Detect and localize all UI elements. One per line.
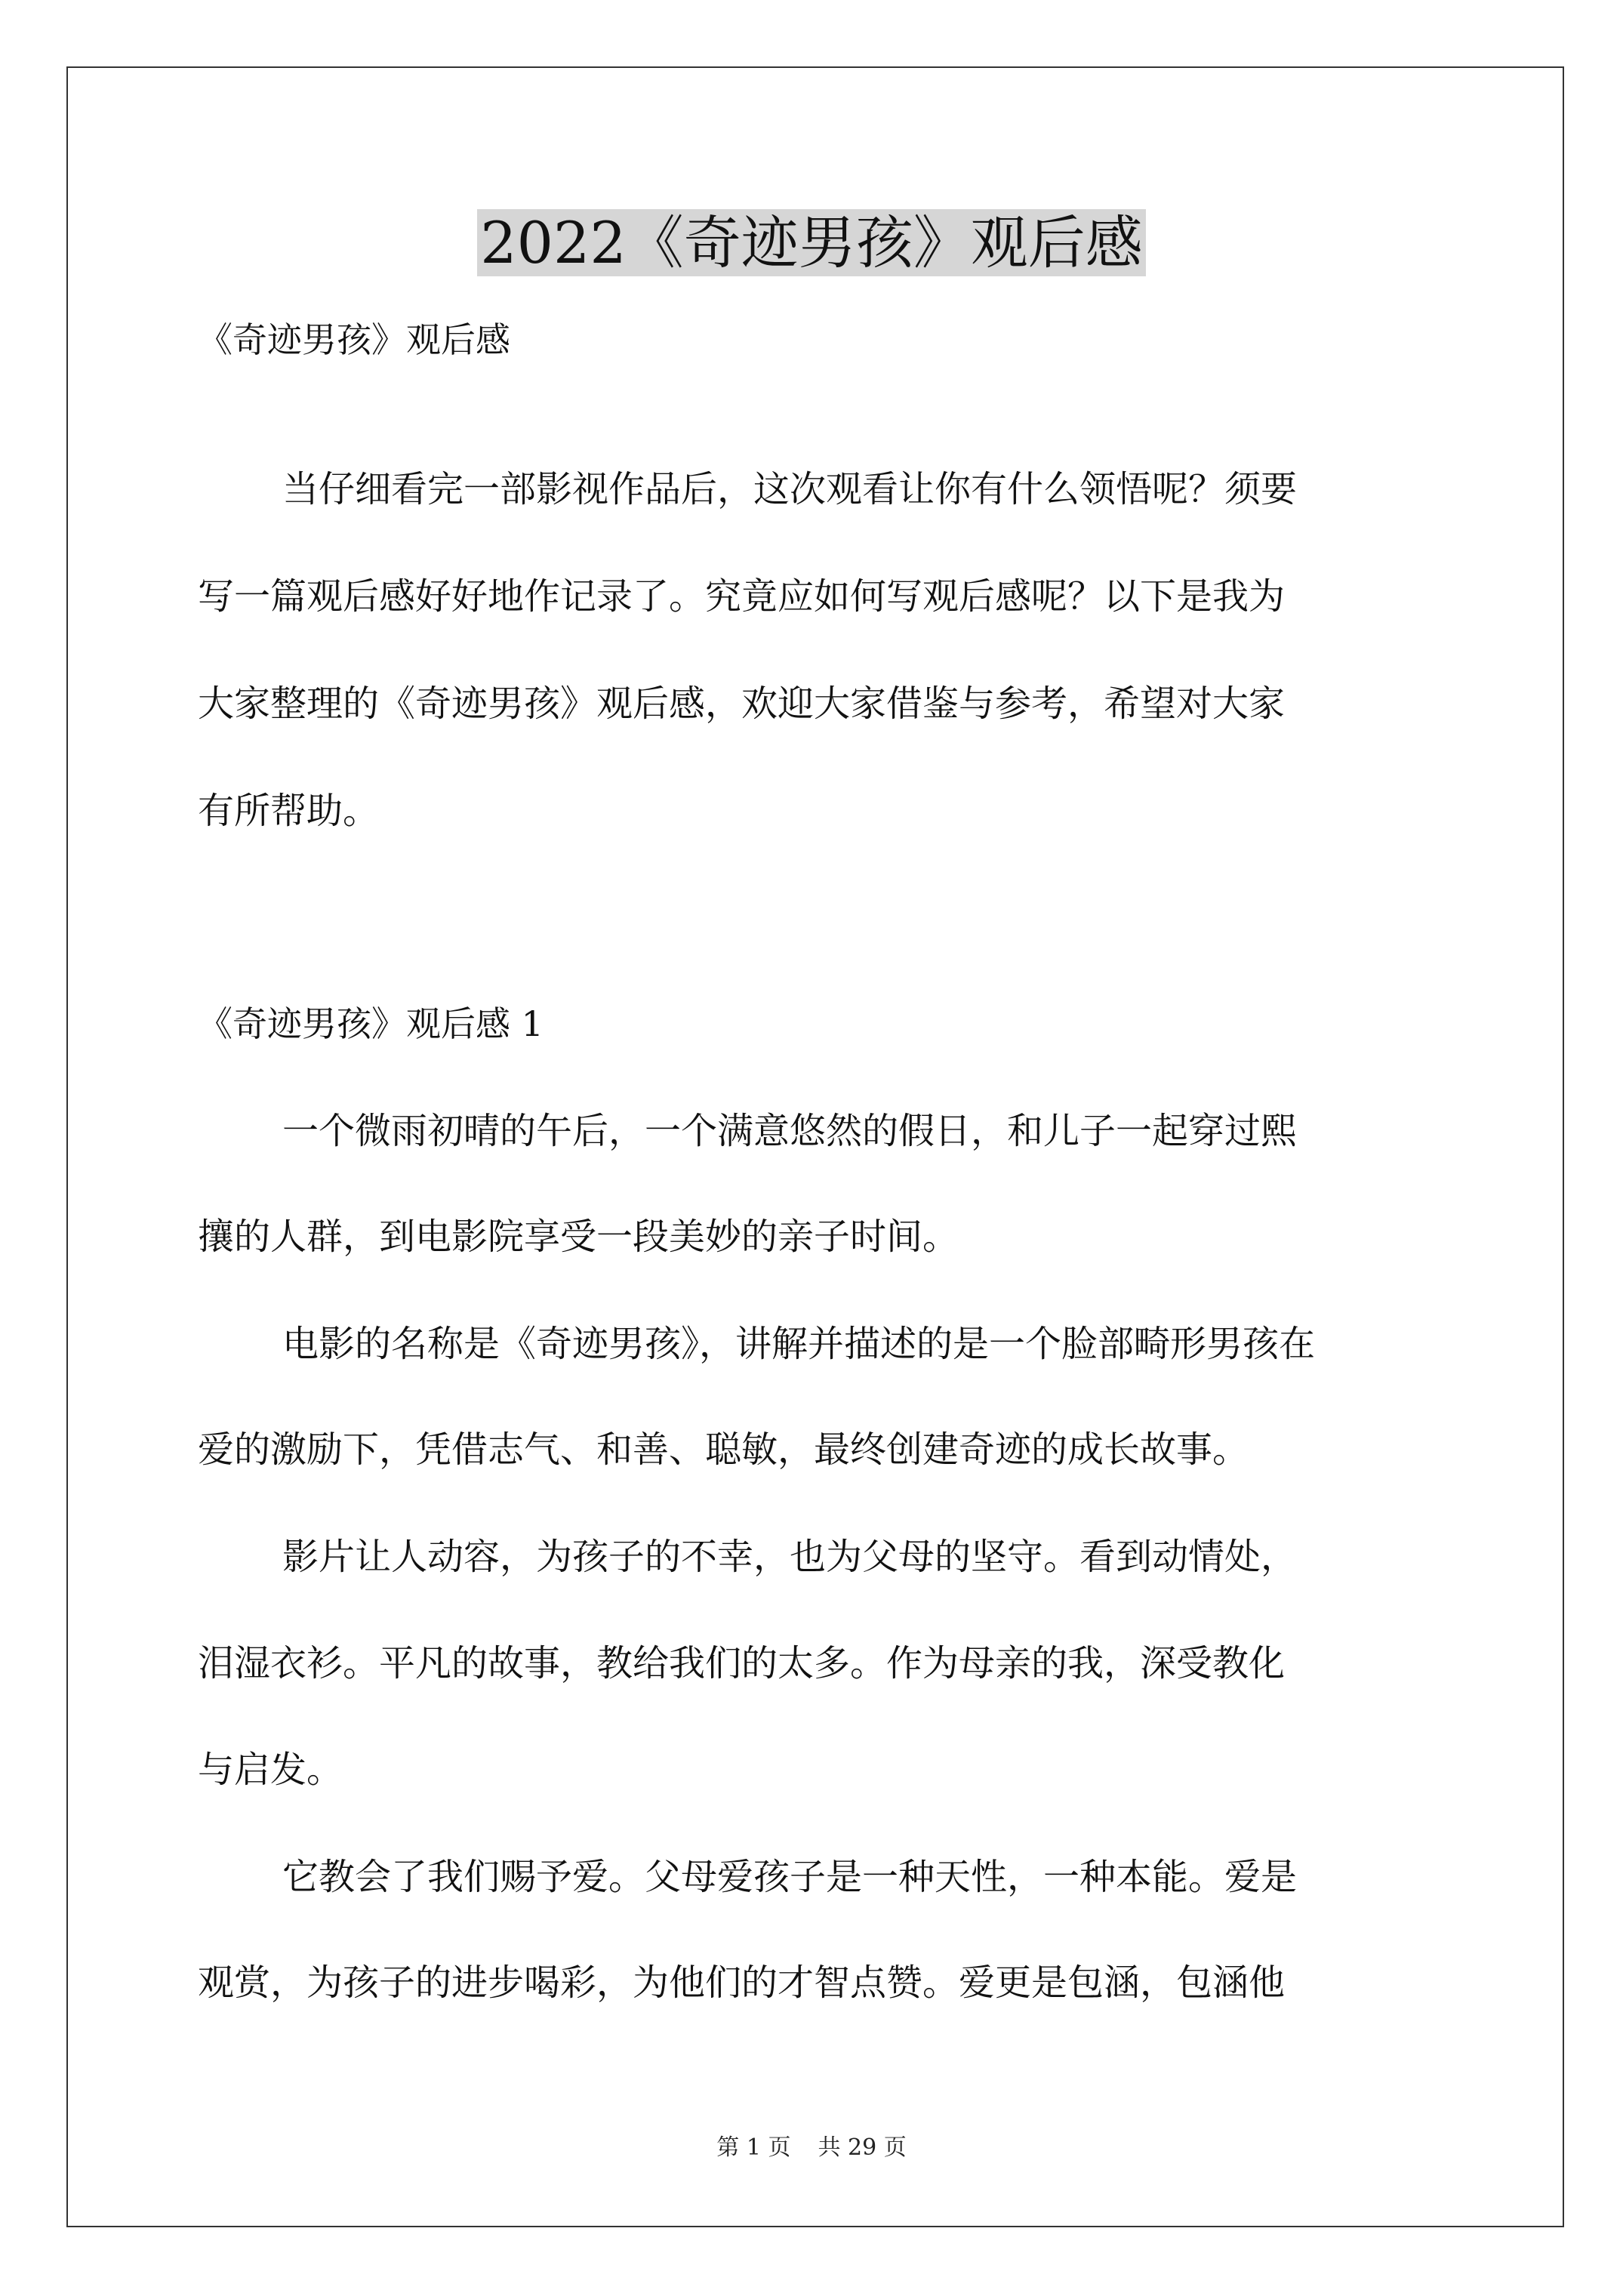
paragraph-line: 观赏，为孩子的进步喝彩，为他们的才智点赞。爱更是包涵，包涵他 <box>198 1962 1286 2004</box>
paragraph-line: 它教会了我们赐予爱。父母爱孩子是一种天性，一种本能。爱是 <box>282 1856 1298 1898</box>
paragraph-line: 大家整理的《奇迹男孩》观后感，欢迎大家借鉴与参考，希望对大家 <box>198 683 1286 725</box>
paragraph-line: 爱的激励下，凭借志气、和善、聪敏，最终创建奇迹的成长故事。 <box>198 1428 1249 1471</box>
document-title: 2022《奇迹男孩》观后感 <box>0 205 1623 281</box>
page-total: 共 29 页 <box>818 2134 907 2161</box>
paragraph-line: 写一篇观后感好好地作记录了。究竟应如何写观后感呢？以下是我为 <box>198 575 1286 618</box>
paragraph-line: 当仔细看完一部影视作品后，这次观看让你有什么领悟呢？须要 <box>282 468 1298 510</box>
section-heading-intro: 《奇迹男孩》观后感 <box>198 319 510 360</box>
paragraph-line: 泪湿衣衫。平凡的故事，教给我们的太多。作为母亲的我，深受教化 <box>198 1642 1286 1684</box>
section-heading-1: 《奇迹男孩》观后感 1 <box>198 1003 544 1044</box>
paragraph-line: 电影的名称是《奇迹男孩》，讲解并描述的是一个脸部畸形男孩在 <box>282 1323 1316 1365</box>
paragraph-line: 影片让人动容，为孩子的不幸，也为父母的坚守。看到动情处， <box>282 1536 1298 1578</box>
paragraph-line: 攘的人群，到电影院享受一段美妙的亲子时间。 <box>198 1216 959 1258</box>
paragraph-line: 与启发。 <box>198 1749 343 1791</box>
page-footer <box>0 2133 1623 2163</box>
paragraph-line: 一个微雨初晴的午后，一个满意悠然的假日，和儿子一起穿过熙 <box>282 1110 1298 1152</box>
paragraph-line: 有所帮助。 <box>198 790 380 832</box>
page-number: 第 1 页 <box>716 2134 791 2161</box>
